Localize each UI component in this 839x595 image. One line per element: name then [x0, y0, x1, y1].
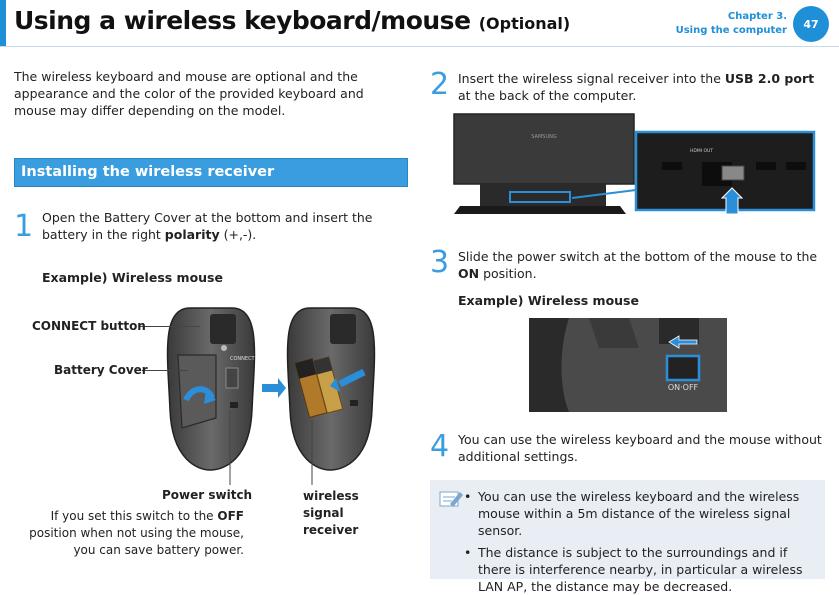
step-3-bold: ON: [458, 266, 480, 281]
wireless-receiver-label: wireless signal receiver: [303, 489, 359, 537]
step-2-text-a: Insert the wireless signal receiver into the: [458, 71, 725, 86]
connect-label-left: CONNECT: [230, 356, 255, 362]
connect-button-label: CONNECT button: [32, 319, 146, 333]
intro-paragraph: The wireless keyboard and mouse are optional and the appearance and the color of the provided keyboard and mouse may differ depending on the model.: [14, 69, 364, 118]
note-item: • The distance is subject to the surroundings and if there is interference nearby, in particular a wireless LAN AP, the distance may be decreased.: [478, 544, 818, 595]
power-note-a: If you set this switch to the: [50, 509, 218, 523]
battery-callout-line: [142, 370, 188, 371]
step-2-text-b: at the back of the computer.: [458, 88, 637, 103]
chapter-title: Using the computer: [675, 25, 787, 36]
page-title: [14, 6, 570, 35]
on-off-label: ON·OFF: [667, 383, 699, 392]
power-switch-label: Power switch: [162, 488, 253, 502]
arrow-right-icon: [262, 378, 286, 398]
mouse-bottom-illustration: [140, 300, 380, 485]
page-number-badge: 47: [793, 6, 829, 42]
step-1-text: [42, 209, 407, 243]
section-heading: [14, 158, 408, 187]
note-item: • You can use the wireless keyboard and the wireless mouse within a 5m distance of the wireless signal sensor.: [478, 488, 818, 539]
step-1-text-a: Open the Battery Cover at the bottom and insert the battery in the right: [42, 210, 373, 242]
step-3-text-a: Slide the power switch at the bottom of the mouse to the: [458, 249, 818, 264]
power-note-b: position when not using the mouse, you can save battery power.: [29, 526, 244, 557]
mouse-left: [168, 308, 256, 470]
note-box: [430, 480, 825, 594]
monitor-back: [454, 114, 634, 184]
page-title-text: Using a wireless keyboard/mouse: [14, 6, 479, 35]
step-1-number: 1: [14, 209, 34, 244]
step-3-number: 3: [430, 245, 450, 280]
step-4-number: 4: [430, 429, 450, 464]
mouse-switch-illustration: [529, 318, 727, 412]
example-label-left: Example) Wireless mouse: [42, 270, 223, 285]
power-switch-note: [20, 508, 244, 559]
chapter-number: Chapter 3.: [727, 11, 787, 22]
step-2-number: 2: [430, 67, 450, 102]
brand-label: SAMSUNG: [531, 134, 557, 140]
step-1-bold: polarity: [164, 227, 220, 242]
note-list: [478, 488, 818, 595]
computer-back-illustration: [440, 110, 830, 222]
step-2-bold: USB 2.0 port: [724, 71, 815, 86]
step-2-text: [458, 70, 826, 104]
example-label-right: Example) Wireless mouse: [458, 293, 639, 308]
battery-cover-label: Battery Cover: [54, 363, 148, 377]
page-title-optional: (Optional): [478, 14, 571, 33]
connect-callout-line: [140, 326, 200, 327]
header-accent-bar: [0, 0, 6, 46]
step-4-text: You can use the wireless keyboard and the mouse without additional settings.: [458, 432, 822, 464]
header-divider: [0, 46, 839, 47]
power-note-bold: OFF: [217, 509, 244, 523]
step-3-text: [458, 248, 826, 282]
step-3-text-b: position.: [479, 266, 537, 281]
chapter-label: [676, 10, 787, 38]
step-1-text-b: (+,-).: [219, 227, 257, 242]
pencil-note-icon: [438, 488, 464, 510]
hdmi-label: HDMI OUT: [690, 149, 714, 154]
section-heading-text: Installing the wireless receiver: [21, 164, 275, 180]
mouse-right: [288, 308, 375, 470]
